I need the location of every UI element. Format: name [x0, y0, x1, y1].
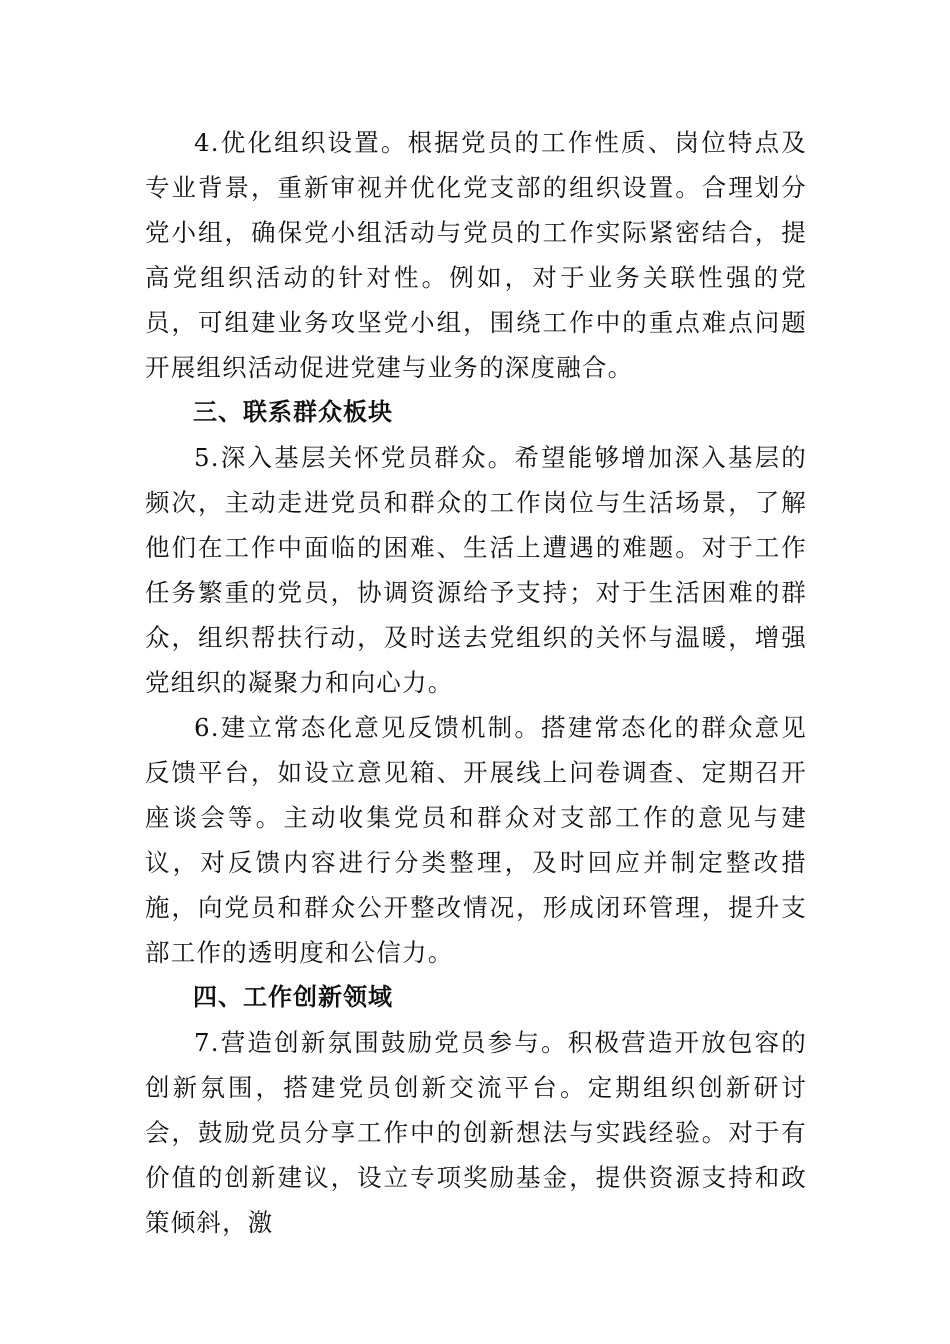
document-body [145, 120, 807, 1245]
paragraph-4-optimize-organization: 4.优化组织设置。根据党员的工作性质、岗位特点及专业背景，重新审视并优化党支部的组织设置。合理划分党小组，确保党小组活动与党员的工作实际紧密结合，提高党组织活动的针对性。例如，对于业务关联性强的党员，可组建业务攻坚党小组，围绕工作中的重点难点问题开展组织活动促进党建与业务的深度融合。 [145, 128, 807, 382]
paragraph-5-care-for-grassroots: 5.深入基层关怀党员群众。希望能够增加深入基层的频次，主动走进党员和群众的工作岗位与生活场景，了解他们在工作中面临的困难、生活上遭遇的难题。对于工作任务繁重的党员，协调资源给予支持；对于生活困难的群众，组织帮扶行动，及时送去党组织的关怀与温暖，增强党组织的凝聚力和向心力。 [145, 443, 807, 697]
paragraph-6-feedback-mechanism: 6.建立常态化意见反馈机制。搭建常态化的群众意见反馈平台，如设立意见箱、开展线上问卷调查、定期召开座谈会等。主动收集党员和群众对支部工作的意见与建议，对反馈内容进行分类整理，及时回应并制定整改措施，向党员和群众公开整改情况，形成闭环管理，提升支部工作的透明度和公信力。 [145, 713, 807, 967]
section-heading-contact-masses: 三、联系群众板块 [193, 398, 393, 426]
paragraph-7-innovation-atmosphere: 7.营造创新氛围鼓励党员参与。积极营造开放包容的创新氛围，搭建党员创新交流平台。定期组织创新研讨会，鼓励党员分享工作中的创新想法与实践经验。对于有价值的创新建议，设立专项奖励基金，提供资源支持和政策倾斜，激 [145, 1028, 807, 1237]
section-heading-work-innovation: 四、工作创新领域 [193, 983, 393, 1011]
